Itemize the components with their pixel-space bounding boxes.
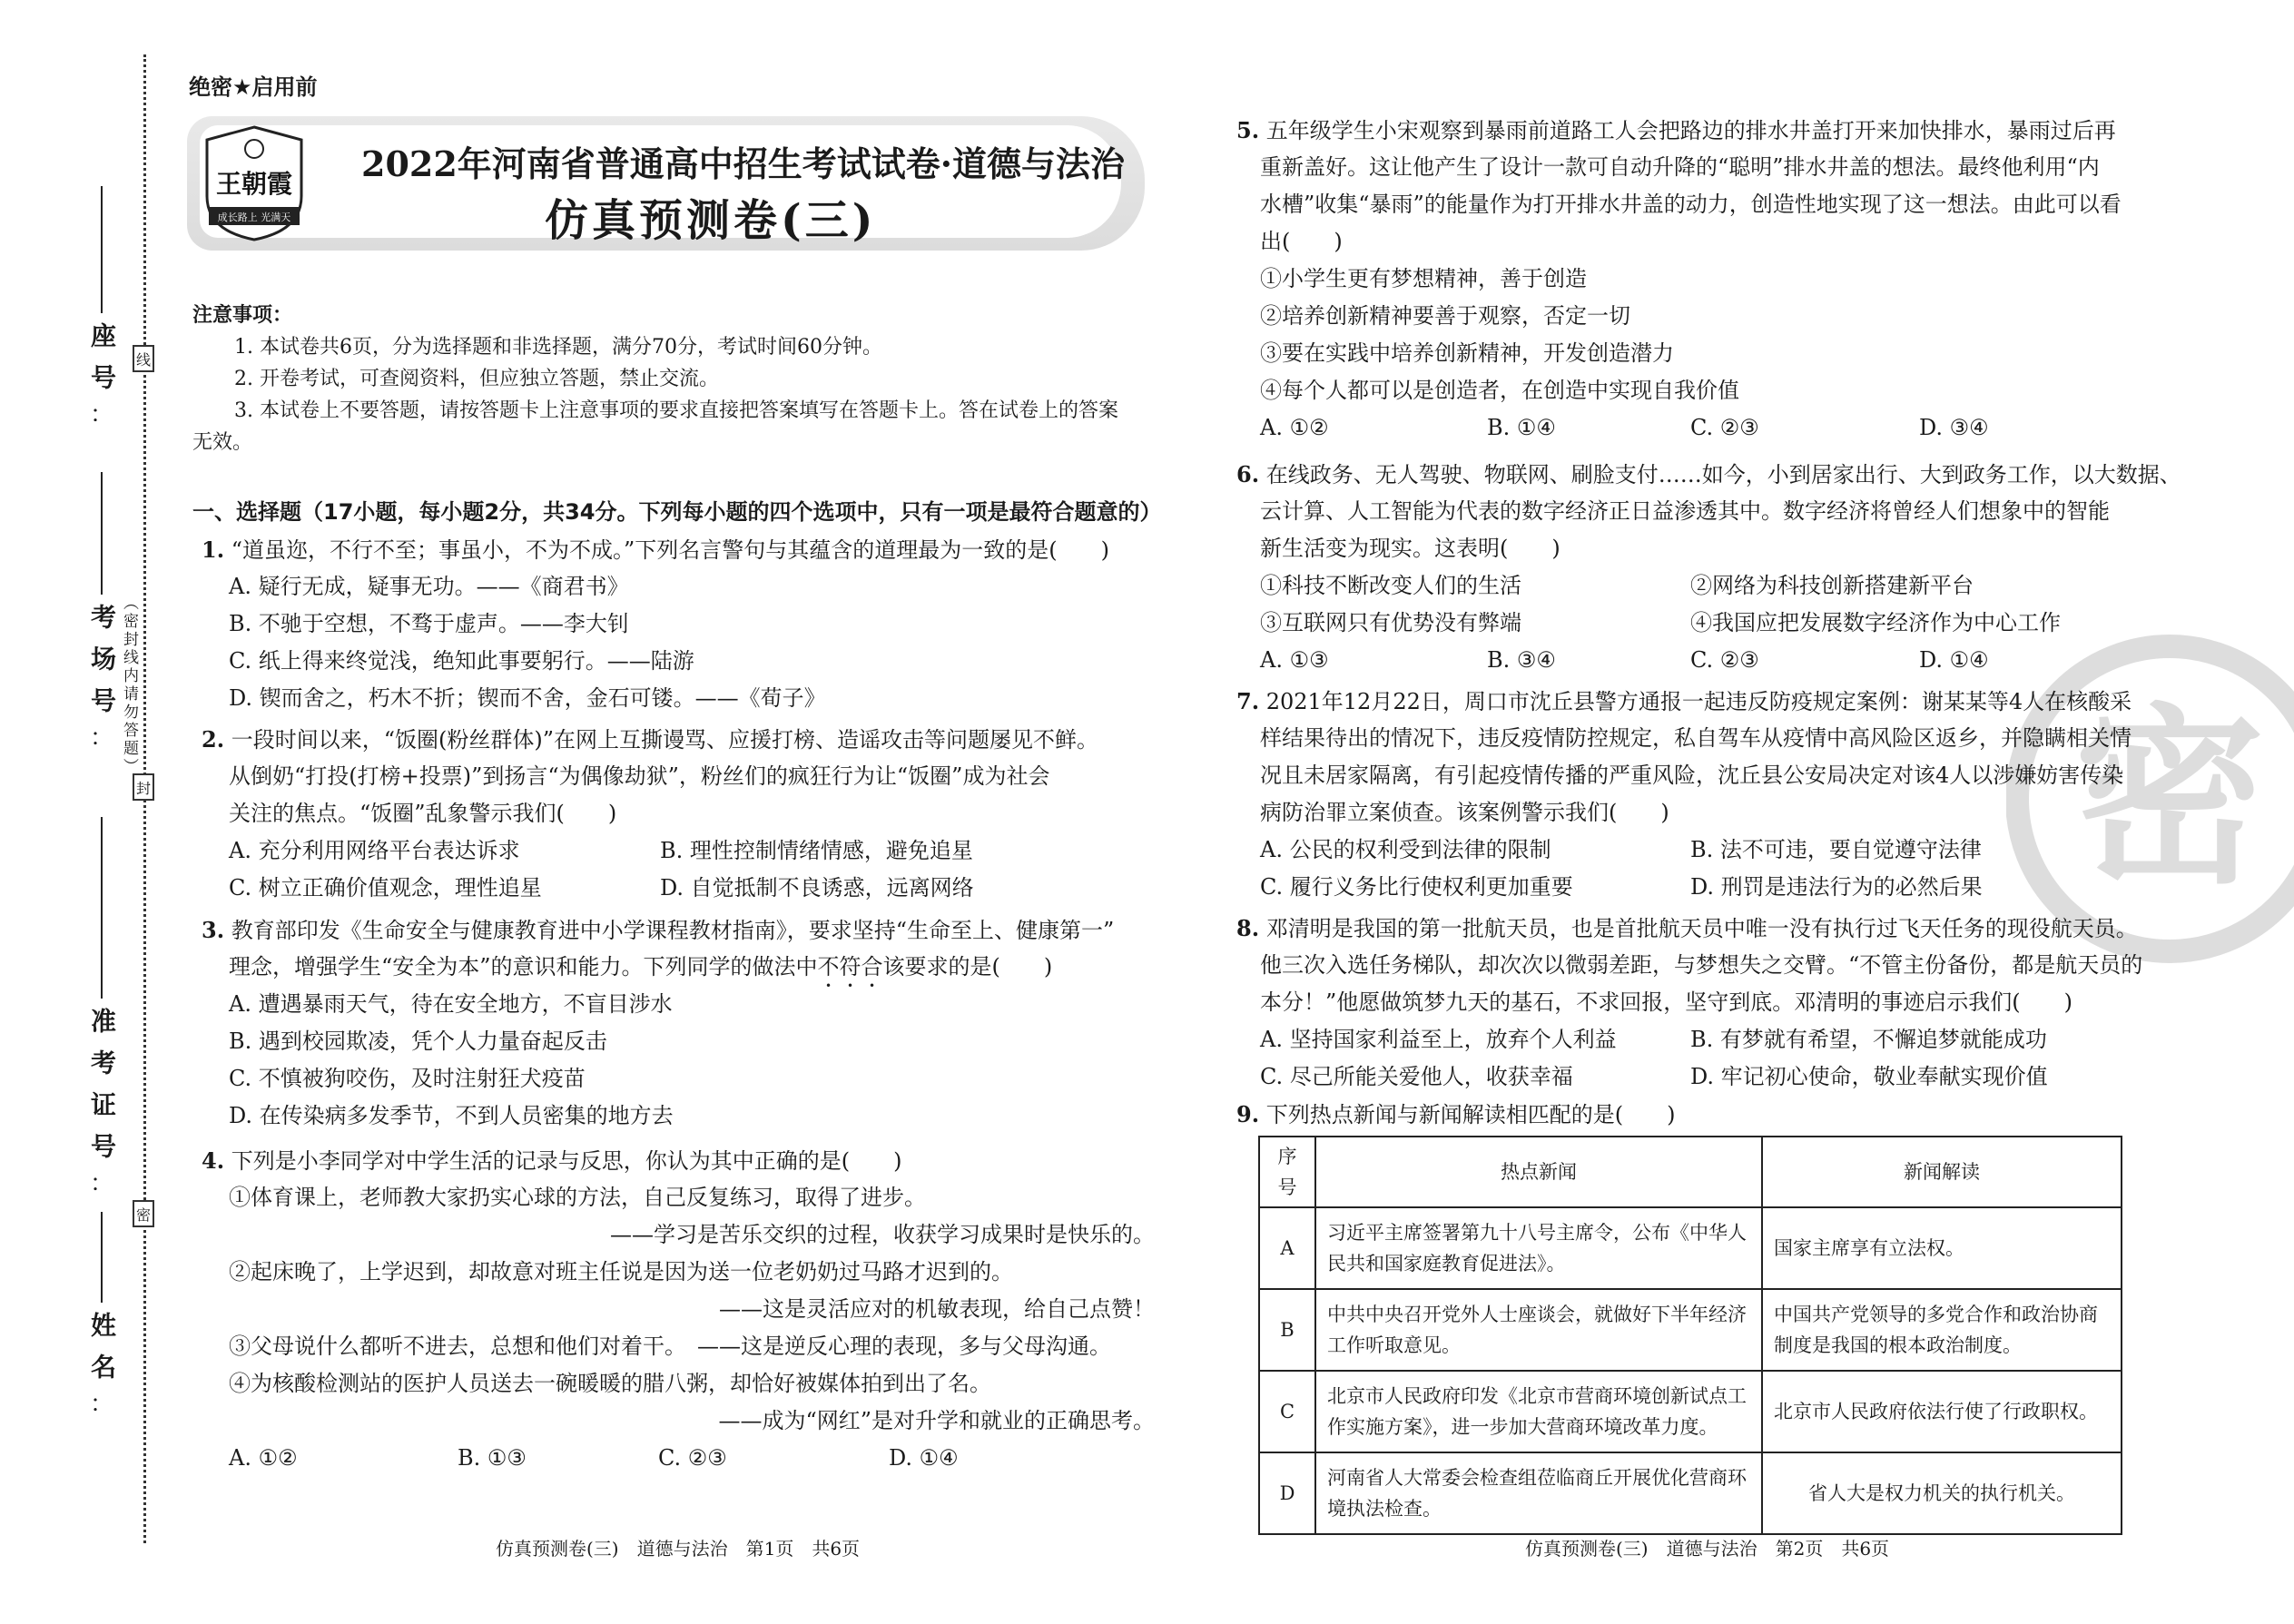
q6-stem-3: 新生活变为现实。这表明( ) (1260, 536, 1561, 561)
q3-option-a: A. 遭遇暴雨天气，待在安全地方，不盲目涉水 (229, 991, 673, 1017)
q4-number: 4. (202, 1147, 225, 1174)
q8-option-a: A. 坚持国家利益至上，放弃个人利益 (1260, 1027, 1617, 1052)
table-cell-id: B (1259, 1289, 1315, 1371)
table-cell-id: A (1259, 1207, 1315, 1289)
q3-option-d: D. 在传染病多发季节，不到人员密集的地方去 (229, 1103, 674, 1128)
q5-stem-4: 出( ) (1260, 229, 1343, 254)
q2-stem-3: 关注的焦点。“饭圈”乱象警示我们( ) (229, 801, 617, 826)
q8-number: 8. (1236, 915, 1260, 941)
q9-number: 9. (1236, 1101, 1260, 1127)
table-header-reading: 新闻解读 (1762, 1137, 2122, 1207)
news-table (1258, 1136, 2122, 1535)
table-row (1259, 1207, 2122, 1289)
question-4 (202, 1142, 1155, 1477)
q2-option-b: B. 理性控制情绪情感，避免追星 (660, 838, 973, 863)
q2-number: 2. (202, 726, 225, 753)
exam-room-label: 考场号 (87, 604, 117, 729)
q4-item-2-reflection: ——这是灵活应对的机敏表现，给自己点赞！ (719, 1296, 1155, 1322)
q6-option-b: B. ③④ (1487, 647, 1556, 673)
table-cell-news: 习近平主席签署第九十八号主席令，公布《中华人民共和国家庭教育促进法》。 (1315, 1207, 1762, 1289)
q1-option-d: D. 锲而舍之，朽木不折；锲而不舍，金石可镂。——《荀子》 (229, 685, 826, 711)
note-line-2: 2. 开卷考试，可查阅资料，但应独立答题，禁止交流。 (234, 368, 719, 390)
binding-margin (0, 0, 182, 1624)
q1-option-c: C. 纸上得来终觉浅，绝知此事要躬行。——陆游 (229, 648, 694, 674)
question-2 (202, 721, 1155, 907)
q1-option-b: B. 不驰于空想，不骛于虚声。——李大钊 (229, 611, 629, 636)
q8-stem-2: 他三次入选任务梯队，却次次以微弱差距，与梦想失之交臂。“不管主份备份，都是航天员的 (1260, 952, 2143, 978)
q6-item-3: ③互联网只有优势没有弊端 (1260, 610, 1521, 635)
q6-item-4: ④我国应把发展数字经济作为中心工作 (1690, 610, 2061, 635)
q2-option-d: D. 自觉抵制不良诱惑，远离网络 (660, 875, 974, 901)
q3-number: 3. (202, 917, 225, 943)
q5-option-d: D. ③④ (1919, 415, 1989, 440)
q7-number: 7. (1236, 688, 1260, 714)
footer-page-2: 仿真预测卷(三) 道德与法治 第2页 共6页 (1525, 1538, 1890, 1560)
q5-item-4: ④每个人都可以是创造者，在创造中实现自我价值 (1260, 378, 1739, 403)
table-cell-reading: 省人大是权力机关的执行机关。 (1762, 1452, 2122, 1534)
seat-label: 座号 (87, 322, 117, 406)
question-9 (1236, 1096, 2144, 1133)
q4-item-1-reflection: ——学习是苦乐交织的过程，收获学习成果时是快乐的。 (610, 1222, 1155, 1247)
ticket-number-label: 准考证号 (87, 1008, 117, 1175)
seat-number-field[interactable]: 座号 ： (84, 322, 120, 424)
table-row (1259, 1371, 2122, 1452)
q5-stem-1: 五年级学生小宋观察到暴雨前道路工人会把路边的排水井盖打开来加快排水，暴雨过后再 (1265, 118, 2116, 143)
q3-option-b: B. 遇到校园欺凌，凭个人力量奋起反击 (229, 1029, 607, 1054)
note-line-1: 1. 本试卷共6页，分为选择题和非选择题，满分70分，考试时间60分钟。 (234, 336, 882, 359)
q8-option-c: C. 尽己所能关爱他人，收获幸福 (1260, 1064, 1573, 1089)
name-field[interactable]: 姓名 ： (84, 1312, 120, 1413)
table-cell-news: 河南省人大常委会检查组莅临商丘开展优化营商环境执法检查。 (1315, 1452, 1762, 1534)
table-header-news: 热点新闻 (1315, 1137, 1762, 1207)
exam-title: 2022年河南省普通高中招生考试试卷·道德与法治 (361, 143, 1125, 184)
q5-option-a: A. ①② (1260, 415, 1329, 440)
q3-emphasis: 不符合 (817, 954, 883, 979)
section-heading: 一、选择题（17小题，每小题2分，共34分。下列每小题的四个选项中，只有一项是最符合题意的） (192, 499, 1162, 525)
question-1 (202, 531, 1155, 717)
q4-option-a: A. ①② (229, 1445, 298, 1471)
note-line-3: 3. 本试卷上不要答题，请按答题卡上注意事项的要求直接把答案填写在答题卡上。答在试卷上的答案 (234, 399, 1118, 422)
ticket-number-field[interactable]: 准考证号 ： (84, 1008, 120, 1193)
seal-char-seal: 封 (133, 773, 154, 801)
q6-option-a: A. ①③ (1260, 647, 1329, 673)
q2-option-a: A. 充分利用网络平台表达诉求 (229, 838, 520, 863)
q7-option-c: C. 履行义务比行使权利更加重要 (1260, 874, 1573, 900)
q8-option-d: D. 牢记初心使命，敬业奉献实现价值 (1690, 1064, 2048, 1089)
q7-option-b: B. 法不可违，要自觉遵守法律 (1690, 837, 1982, 862)
q2-stem-2: 从倒奶“打投(打榜+投票)”到扬言“为偶像劫狱”，粉丝们的疯狂行为让“饭圈”成为社会 (229, 763, 1050, 789)
q3-option-c: C. 不慎被狗咬伤，及时注射狂犬疫苗 (229, 1066, 586, 1091)
q1-stem: “道虽迩，不行不至；事虽小，不为不成。”下列名言警句与其蕴含的道理最为一致的是( ) (231, 537, 1109, 563)
q6-stem-1: 在线政务、无人驾驶、物联网、刷脸支付……如今，小到居家出行、大到政务工作，以大数据、 (1265, 462, 2181, 487)
q9-stem: 下列热点新闻与新闻解读相匹配的是( ) (1265, 1102, 1676, 1127)
table-cell-id: C (1259, 1371, 1315, 1452)
q5-stem-2: 重新盖好。这让他产生了设计一款可自动升降的“聪明”排水井盖的想法。最终他利用“内 (1260, 154, 2100, 180)
q3-stem-2: 理念，增强学生“安全为本”的意识和能力。下列同学的做法中 (229, 954, 818, 979)
table-cell-reading: 中国共产党领导的多党合作和政治协商制度是我国的根本政治制度。 (1762, 1289, 2122, 1371)
q6-option-d: D. ①④ (1919, 647, 1989, 673)
table-row (1259, 1452, 2122, 1534)
q1-number: 1. (202, 536, 225, 563)
exam-subtitle: 仿真预测卷(三) (545, 195, 877, 246)
exam-room-field[interactable]: 考场号 ： (84, 604, 120, 747)
q4-option-c: C. ②③ (658, 1445, 727, 1471)
table-cell-reading: 国家主席享有立法权。 (1762, 1207, 2122, 1289)
q8-option-b: B. 有梦就有希望，不懈追梦就能成功 (1690, 1027, 2047, 1052)
table-cell-news: 中共中央召开党外人士座谈会，就做好下半年经济工作听取意见。 (1315, 1289, 1762, 1371)
ticket-underline (101, 817, 103, 999)
svg-text:密: 密 (2073, 687, 2266, 910)
q8-stem-1: 邓清明是我国的第一批航天员，也是首批航天员中唯一没有执行过飞天任务的现役航天员。 (1265, 916, 2138, 941)
footer-page-1: 仿真预测卷(三) 道德与法治 第1页 共6页 (496, 1538, 861, 1560)
q5-item-2: ②培养创新精神要善于观察，否定一切 (1260, 303, 1630, 329)
table-header-row (1259, 1137, 2122, 1207)
q5-option-b: B. ①④ (1487, 415, 1556, 440)
q1-option-a: A. 疑行无成，疑事无功。——《商君书》 (229, 574, 629, 599)
q7-stem-4: 病防治罪立案侦查。该案例警示我们( ) (1260, 800, 1669, 825)
secret-label: 绝密★启用前 (189, 74, 318, 100)
seal-note: （密封线内请勿答题） (120, 595, 138, 776)
name-label: 姓名 (87, 1312, 117, 1395)
q5-number: 5. (1236, 117, 1260, 143)
q6-item-2: ②网络为科技创新搭建新平台 (1690, 573, 1974, 598)
seal-char-secret: 密 (133, 1200, 154, 1227)
q6-stem-2: 云计算、人工智能为代表的数字经济正日益渗透其中。数字经济将曾经人们想象中的智能 (1260, 498, 2110, 524)
q2-stem-1: 一段时间以来，“饭圈(粉丝群体)”在网上互撕谩骂、应援打榜、造谣攻击等问题屡见不鲜。 (231, 727, 1098, 753)
q6-item-1: ①科技不断改变人们的生活 (1260, 573, 1521, 598)
q4-stem: 下列是小李同学对中学生活的记录与反思，你认为其中正确的是( ) (231, 1148, 902, 1174)
logo-text: 王朝霞 (215, 169, 293, 199)
q7-stem-2: 样结果待出的情况下，违反疫情防控规定，私自驾车从疫情中高风险区返乡，并隐瞒相关情 (1260, 725, 2132, 751)
q7-stem-1: 2021年12月22日，周口市沈丘县警方通报一起违反防疫规定案例：谢某某等4人在核酸采 (1265, 689, 2132, 714)
table-cell-reading: 北京市人民政府依法行使了行政职权。 (1762, 1371, 2122, 1452)
publisher-logo-icon (202, 123, 307, 243)
q4-item-1: ①体育课上，老师教大家扔实心球的方法，自己反复练习，取得了进步。 (229, 1185, 926, 1210)
q5-stem-3: 水槽”收集“暴雨”的能量作为打开排水井盖的动力，创造性地实现了这一想法。由此可以看 (1260, 192, 2122, 217)
q5-option-c: C. ②③ (1690, 415, 1759, 440)
q4-item-4-reflection: ——成为“网红”是对升学和就业的正确思考。 (718, 1408, 1155, 1433)
seal-char-line: 线 (133, 345, 154, 372)
table-row (1259, 1289, 2122, 1371)
q4-item-4: ④为核酸检测站的医护人员送去一碗暖暖的腊八粥，却恰好被媒体拍到出了名。 (229, 1371, 991, 1396)
secret-watermark-icon (2006, 626, 2294, 971)
notes-heading: 注意事项： (192, 304, 293, 327)
question-3 (202, 911, 1155, 1135)
question-5 (1236, 112, 2144, 447)
logo-slogan: 成长路上 光满天 (217, 212, 291, 223)
table-header-id: 序号 (1259, 1137, 1315, 1207)
q7-stem-3: 况且未居家隔离，有引起疫情传播的严重风险，沈丘县公安局决定对该4人以涉嫌妨害传染 (1260, 763, 2124, 788)
q4-item-2: ②起床晚了，上学迟到，却故意对班主任说是因为送一位老奶奶过马路才迟到的。 (229, 1259, 1013, 1284)
note-line-4: 无效。 (192, 431, 253, 454)
table-cell-id: D (1259, 1452, 1315, 1534)
q3-stem-3: 该要求的是( ) (882, 954, 1053, 979)
q7-option-a: A. 公民的权利受到法律的限制 (1260, 837, 1551, 862)
q4-option-b: B. ①③ (458, 1445, 527, 1471)
q5-item-1: ①小学生更有梦想精神，善于创造 (1260, 266, 1587, 291)
q6-option-c: C. ②③ (1690, 647, 1759, 673)
exam-room-underline (101, 472, 103, 595)
q7-option-d: D. 刑罚是违法行为的必然后果 (1690, 874, 1983, 900)
q8-stem-3: 本分！”他愿做筑梦九天的基石，不求回报，坚守到底。邓清明的事迹启示我们( ) (1260, 989, 2072, 1015)
notes-block (192, 300, 1118, 458)
q4-item-3: ③父母说什么都听不进去，总想和他们对着干。 ——这是逆反心理的表现，多与父母沟通。 (229, 1334, 1111, 1359)
q3-stem-1: 教育部印发《生命安全与健康教育进中小学课程教材指南》，要求坚持“生命至上、健康第一” (231, 918, 1115, 943)
q4-option-d: D. ①④ (889, 1445, 959, 1471)
name-underline (101, 1212, 103, 1303)
seat-underline (101, 186, 103, 313)
table-cell-news: 北京市人民政府印发《北京市营商环境创新试点工作实施方案》，进一步加大营商环境改革力度。 (1315, 1371, 1762, 1452)
q2-option-c: C. 树立正确价值观念，理性追星 (229, 875, 542, 901)
q5-item-3: ③要在实践中培养创新精神，开发创造潜力 (1260, 340, 1674, 366)
q6-number: 6. (1236, 461, 1260, 487)
